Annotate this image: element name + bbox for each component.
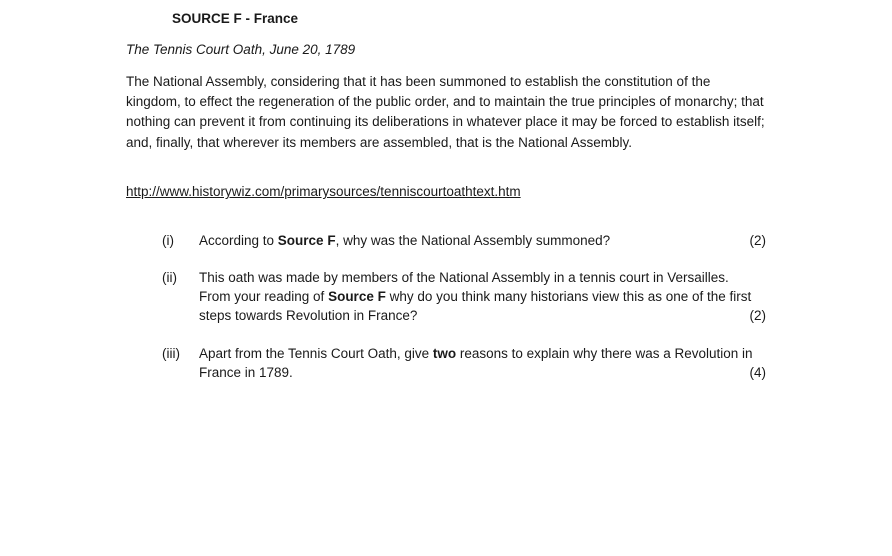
emphasis-word: two [432,346,457,361]
question-1 [162,231,766,251]
question-2 [162,268,766,326]
question-3 [162,344,766,384]
question-text: According to Source F, why was the National Assembly summoned? [199,233,611,248]
source-link[interactable]: http://www.historywiz.com/primarysources/tenniscourtoathtext.htm [126,184,521,199]
source-reference: Source F [277,233,336,248]
question-marks: (2) [749,233,766,248]
source-title: SOURCE F - France [172,11,299,26]
source-quote: The National Assembly, considering that it has been summoned to establish the constitution of the kingdom, to effect the regeneration of the public order, and to maintain the true principles of monarchy; that nothing can prevent it from continuing its deliberations in whatever place it may be forced to establish itself; and, finally, that wherever its members are assembled, that is the National Assembly. [126,74,765,150]
question-number: (iii) [162,346,180,361]
question-number: (ii) [162,270,177,285]
question-text: Apart from the Tennis Court Oath, give two reasons to explain why there was a Revolution in France in 1789. [199,346,753,380]
question-marks: (4) [749,365,766,380]
question-text: This oath was made by members of the National Assembly in a tennis court in Versailles. From your reading of Source F why do you think many historians view this as one of the first steps towards Revolution in France? [199,270,752,323]
question-number: (i) [162,233,174,248]
source-reference: Source F [328,289,386,304]
source-subtitle: The Tennis Court Oath, June 20, 1789 [126,42,356,57]
question-marks: (2) [749,308,766,323]
